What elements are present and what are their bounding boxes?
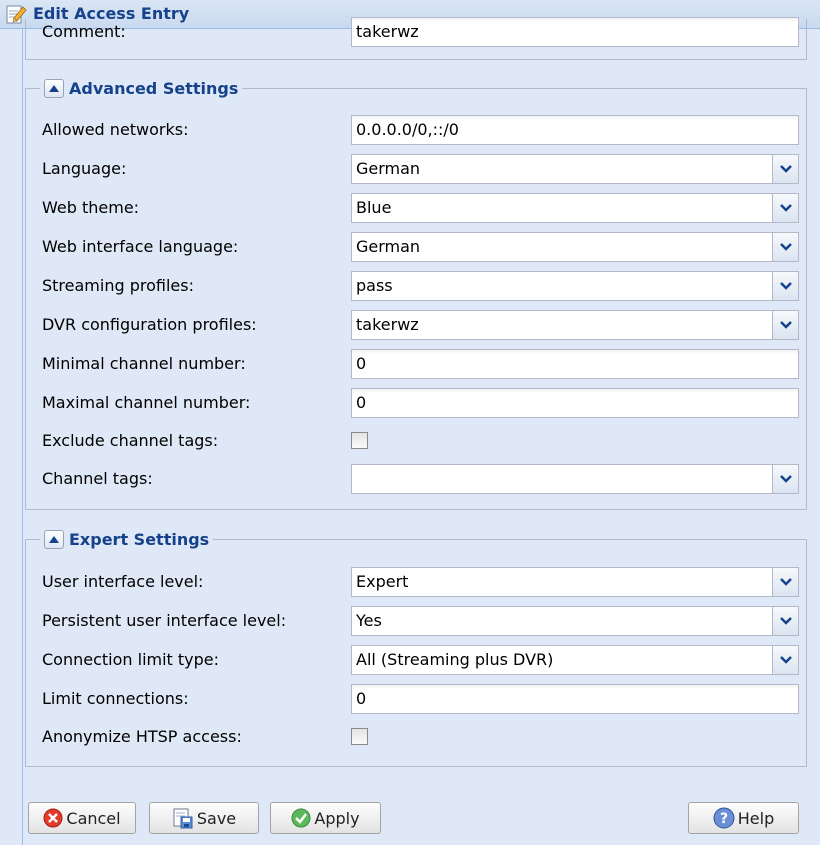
save-icon bbox=[172, 807, 194, 829]
web-theme-select[interactable] bbox=[351, 193, 799, 223]
bottom-toolbar bbox=[22, 770, 820, 845]
ui-level-dropdown-trigger[interactable] bbox=[772, 568, 798, 596]
comment-input[interactable]: takerwz bbox=[351, 17, 799, 47]
expert-settings-title: Expert Settings bbox=[69, 529, 210, 549]
ui-level-row bbox=[26, 567, 806, 599]
web-theme-dropdown-trigger[interactable] bbox=[772, 194, 798, 222]
streaming-profiles-select[interactable] bbox=[351, 271, 799, 301]
max-channel-row bbox=[26, 388, 806, 420]
min-channel-row bbox=[26, 349, 806, 381]
basic-settings-fieldset bbox=[25, 19, 807, 60]
chevron-up-icon bbox=[49, 536, 59, 543]
chevron-down-icon bbox=[780, 475, 792, 483]
chevron-down-icon bbox=[780, 578, 792, 586]
conn-limit-type-dropdown-trigger[interactable] bbox=[772, 646, 798, 674]
advanced-settings-legend bbox=[40, 77, 242, 99]
comment-label: Comment: bbox=[42, 22, 126, 41]
comment-row bbox=[26, 17, 806, 49]
streaming-profiles-row bbox=[26, 271, 806, 303]
dvr-profiles-select[interactable] bbox=[351, 310, 799, 340]
channel-tags-select[interactable] bbox=[351, 464, 799, 494]
help-button-label: Help bbox=[737, 808, 775, 828]
min-channel-label: Minimal channel number: bbox=[42, 354, 246, 373]
chevron-down-icon bbox=[780, 656, 792, 664]
anonymize-htsp-row bbox=[26, 722, 806, 754]
apply-button[interactable] bbox=[270, 802, 381, 834]
chevron-down-icon bbox=[780, 321, 792, 329]
exclude-tags-row bbox=[26, 426, 806, 458]
apply-button-label: Apply bbox=[314, 808, 360, 828]
max-channel-input[interactable]: 0 bbox=[351, 388, 799, 418]
channel-tags-row bbox=[26, 464, 806, 496]
web-theme-value: Blue bbox=[356, 198, 392, 217]
persistent-ui-level-select[interactable] bbox=[351, 606, 799, 636]
language-label: Language: bbox=[42, 159, 127, 178]
save-button[interactable] bbox=[149, 802, 259, 834]
channel-tags-dropdown-trigger[interactable] bbox=[772, 465, 798, 493]
chevron-down-icon bbox=[780, 617, 792, 625]
min-channel-input[interactable]: 0 bbox=[351, 349, 799, 379]
save-button-label: Save bbox=[196, 808, 237, 828]
language-select[interactable] bbox=[351, 154, 799, 184]
conn-limit-type-select[interactable] bbox=[351, 645, 799, 675]
chevron-down-icon bbox=[780, 204, 792, 212]
streaming-profiles-dropdown-trigger[interactable] bbox=[772, 272, 798, 300]
svg-text:?: ? bbox=[719, 811, 728, 827]
persistent-ui-level-row bbox=[26, 606, 806, 638]
streaming-profiles-value: pass bbox=[356, 276, 393, 295]
limit-connections-input[interactable]: 0 bbox=[351, 684, 799, 714]
limit-connections-label: Limit connections: bbox=[42, 689, 189, 708]
dvr-profiles-label: DVR configuration profiles: bbox=[42, 315, 257, 334]
streaming-profiles-label: Streaming profiles: bbox=[42, 276, 194, 295]
allowed-networks-input[interactable]: 0.0.0.0/0,::/0 bbox=[351, 115, 799, 145]
web-language-dropdown-trigger[interactable] bbox=[772, 233, 798, 261]
web-language-row bbox=[26, 232, 806, 264]
expert-settings-legend bbox=[40, 528, 213, 550]
conn-limit-type-value: All (Streaming plus DVR) bbox=[356, 650, 554, 669]
ui-level-value: Expert bbox=[356, 572, 409, 591]
allowed-networks-label: Allowed networks: bbox=[42, 120, 189, 139]
advanced-settings-title: Advanced Settings bbox=[69, 78, 239, 98]
advanced-settings-fieldset bbox=[25, 78, 807, 510]
conn-limit-type-row bbox=[26, 645, 806, 677]
cancel-icon bbox=[43, 808, 63, 828]
web-language-value: German bbox=[356, 237, 421, 256]
web-theme-label: Web theme: bbox=[42, 198, 140, 217]
allowed-networks-row bbox=[26, 115, 806, 147]
dvr-profiles-dropdown-trigger[interactable] bbox=[772, 311, 798, 339]
chevron-up-icon bbox=[49, 85, 59, 92]
language-dropdown-trigger[interactable] bbox=[772, 155, 798, 183]
ui-level-label: User interface level: bbox=[42, 572, 204, 591]
ui-level-select[interactable] bbox=[351, 567, 799, 597]
checkmark-icon bbox=[291, 808, 311, 828]
anonymize-htsp-checkbox[interactable] bbox=[351, 728, 368, 745]
language-value: German bbox=[356, 159, 421, 178]
web-language-select[interactable] bbox=[351, 232, 799, 262]
chevron-down-icon bbox=[780, 243, 792, 251]
edit-pencil-icon bbox=[5, 3, 27, 25]
language-row bbox=[26, 154, 806, 186]
anonymize-htsp-label: Anonymize HTSP access: bbox=[42, 727, 242, 746]
limit-connections-row bbox=[26, 684, 806, 716]
max-channel-label: Maximal channel number: bbox=[42, 393, 251, 412]
dvr-profiles-row bbox=[26, 310, 806, 342]
window-title: Edit Access Entry bbox=[33, 4, 190, 23]
form-body[interactable] bbox=[22, 22, 820, 770]
chevron-down-icon bbox=[780, 282, 792, 290]
web-theme-row bbox=[26, 193, 806, 225]
help-icon bbox=[713, 807, 735, 829]
cancel-button[interactable] bbox=[28, 802, 136, 834]
help-button[interactable] bbox=[688, 802, 799, 834]
chevron-down-icon bbox=[780, 165, 792, 173]
dvr-profiles-value: takerwz bbox=[356, 315, 419, 334]
expert-collapse-button[interactable] bbox=[44, 530, 64, 549]
conn-limit-type-label: Connection limit type: bbox=[42, 650, 220, 669]
exclude-tags-label: Exclude channel tags: bbox=[42, 431, 219, 450]
persistent-ui-level-label: Persistent user interface level: bbox=[42, 611, 287, 630]
cancel-button-label: Cancel bbox=[66, 808, 121, 828]
persistent-ui-level-dropdown-trigger[interactable] bbox=[772, 607, 798, 635]
advanced-collapse-button[interactable] bbox=[44, 79, 64, 98]
persistent-ui-level-value: Yes bbox=[356, 611, 382, 630]
channel-tags-label: Channel tags: bbox=[42, 469, 153, 488]
expert-settings-fieldset bbox=[25, 529, 807, 767]
web-language-label: Web interface language: bbox=[42, 237, 239, 256]
exclude-tags-checkbox[interactable] bbox=[351, 432, 368, 449]
